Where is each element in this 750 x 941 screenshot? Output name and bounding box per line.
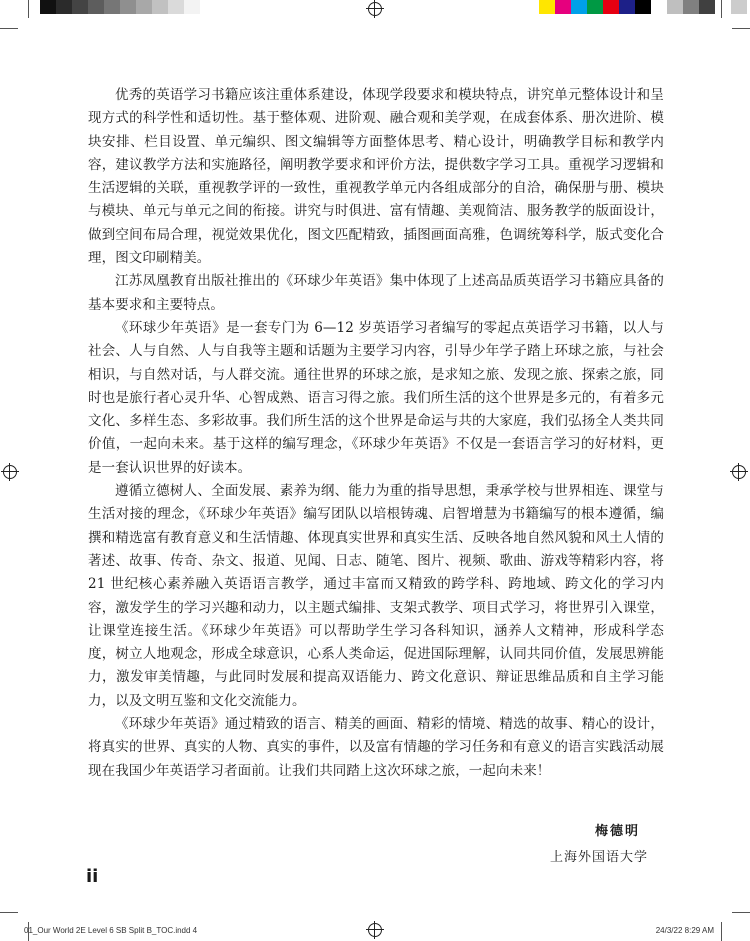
crop-mark: [0, 912, 18, 913]
crop-mark: [28, 0, 29, 18]
slug-filename: 01_Our World 2E Level 6 SB Split B_TOC.indd 4: [24, 926, 198, 935]
gray-swatch: [152, 0, 168, 14]
registration-mark-icon: [3, 465, 17, 479]
gray-swatch: [168, 0, 184, 14]
crop-mark: [732, 28, 750, 29]
color-swatch: [699, 0, 715, 14]
paragraph: 优秀的英语学习书籍应该注重体系建设，体现学段要求和模块特点，讲究单元整体设计和呈现方式的科学性和适切性。基于整体观、进阶观、融合观和美学观，在成套体系、册次进阶、模块安排、栏目设置、单元编织、图文编辑等方面整体思考、精心设计，明确教学目标和教学内容，建议教学方法和实施路径，阐明教学要求和评价方法，提供数字学习工具。重视学习逻辑和生活逻辑的关联，重视教学评的一致性，重视教学单元内各组成部分的自洽，确保册与册、模块与模块、单元与单元之间的衔接。讲究与时俱进、富有情趣、美观简洁、服务教学的版面设计，做到空间布局合理，视觉效果优化，图文匹配精致，插图画面高雅，色调统筹科学，版式变化合理，图文印刷精美。: [88, 87, 664, 267]
color-swatch: [619, 0, 635, 14]
registration-mark-icon: [732, 465, 746, 479]
color-swatch: [651, 0, 667, 14]
color-swatch: [539, 0, 555, 14]
author-signature: 梅德明: [594, 824, 640, 839]
paragraph: 《环球少年英语》通过精致的语言、精美的画面、精彩的情境、精选的故事、精心的设计，将真实的世界、真实的人物、真实的事件，以及富有情趣的学习任务和有意义的语言实践活动展现在我国少年英语学习者面前。让我们共同踏上这次环球之旅，一起向未来！: [88, 716, 664, 779]
crop-mark: [721, 0, 722, 18]
gray-swatch: [56, 0, 72, 14]
gray-swatch: [88, 0, 104, 14]
color-swatch: [555, 0, 571, 14]
paragraph: 江苏凤凰教育出版社推出的《环球少年英语》集中体现了上述高品质英语学习书籍应具备的基本要求和主要特点。: [88, 273, 664, 313]
color-calibration-bar: [539, 0, 747, 14]
gray-swatch: [72, 0, 88, 14]
color-swatch: [683, 0, 699, 14]
gray-swatch: [120, 0, 136, 14]
gray-swatch: [200, 0, 216, 14]
slug-timestamp: 24/3/22 8:29 AM: [655, 926, 714, 935]
color-swatch: [571, 0, 587, 14]
crop-mark: [732, 912, 750, 913]
page-number: ii: [86, 866, 99, 887]
color-swatch: [667, 0, 683, 14]
registration-mark-icon: [368, 2, 382, 16]
paragraph: 遵循立德树人、全面发展、素养为纲、能力为重的指导思想，秉承学校与世界相连、课堂与生活对接的理念，《环球少年英语》编写团队以培根铸魂、启智增慧为书籍编写的根本遵循，编撰和精选富有教育意义和生活情趣、体现真实世界和真实生活、反映各地自然风貌和风土人情的著述、故事、传奇、杂文、报道、见闻、日志、随笔、图片、视频、歌曲、游戏等精彩内容，将 21 世纪核心素养融入英语语言教学，通过丰富而又精致的跨学科、跨地域、跨文化的学习内容，激发学生的学习兴趣和动力，以主题式编排、支架式教学、项目式学习，将世界引入课堂，让课堂连接生活。《环球少年英语》可以帮助学生学习各科知识，涵养人文精神，形成科学态度，树立人地观念，形成全球意识，心系人类命运，促进国际理解，认同共同价值，发展思辨能力，激发审美情趣，与此同时发展和提高双语能力、跨文化意识、辩证思维品质和自主学习能力，以及文明互鉴和文化交流能力。: [88, 483, 664, 709]
crop-mark: [0, 28, 18, 29]
color-swatch: [587, 0, 603, 14]
color-swatch: [603, 0, 619, 14]
gray-swatch: [104, 0, 120, 14]
crop-mark: [721, 922, 722, 941]
paragraph: 《环球少年英语》是一套专门为 6—12 岁英语学习者编写的零起点英语学习书籍，以人与社会、人与自然、人与自我等主题和话题为主要学习内容，引导少年学子踏上环球之旅，与社会相识，与自然对话，与人群交流。通往世界的环球之旅，是求知之旅、发现之旅、探索之旅，同时也是旅行者心灵升华、心智成熟、语言习得之旅。我们所生活的这个世界是多元的，有着多元文化、多样生态、多彩故事。我们所生活的这个世界是命运与共的大家庭，我们弘扬全人类共同价值，一起向未来。基于这样的编写理念，《环球少年英语》不仅是一套语言学习的好材料，更是一套认识世界的好读本。: [88, 319, 664, 476]
color-swatch: [731, 0, 747, 14]
gray-swatch: [136, 0, 152, 14]
registration-mark-icon: [368, 923, 382, 937]
gray-swatch: [40, 0, 56, 14]
preface-body: [88, 84, 664, 783]
color-swatch: [715, 0, 731, 14]
gray-swatch: [184, 0, 200, 14]
author-affiliation: 上海外国语大学: [549, 850, 648, 865]
gray-calibration-bar: [40, 0, 216, 14]
color-swatch: [635, 0, 651, 14]
